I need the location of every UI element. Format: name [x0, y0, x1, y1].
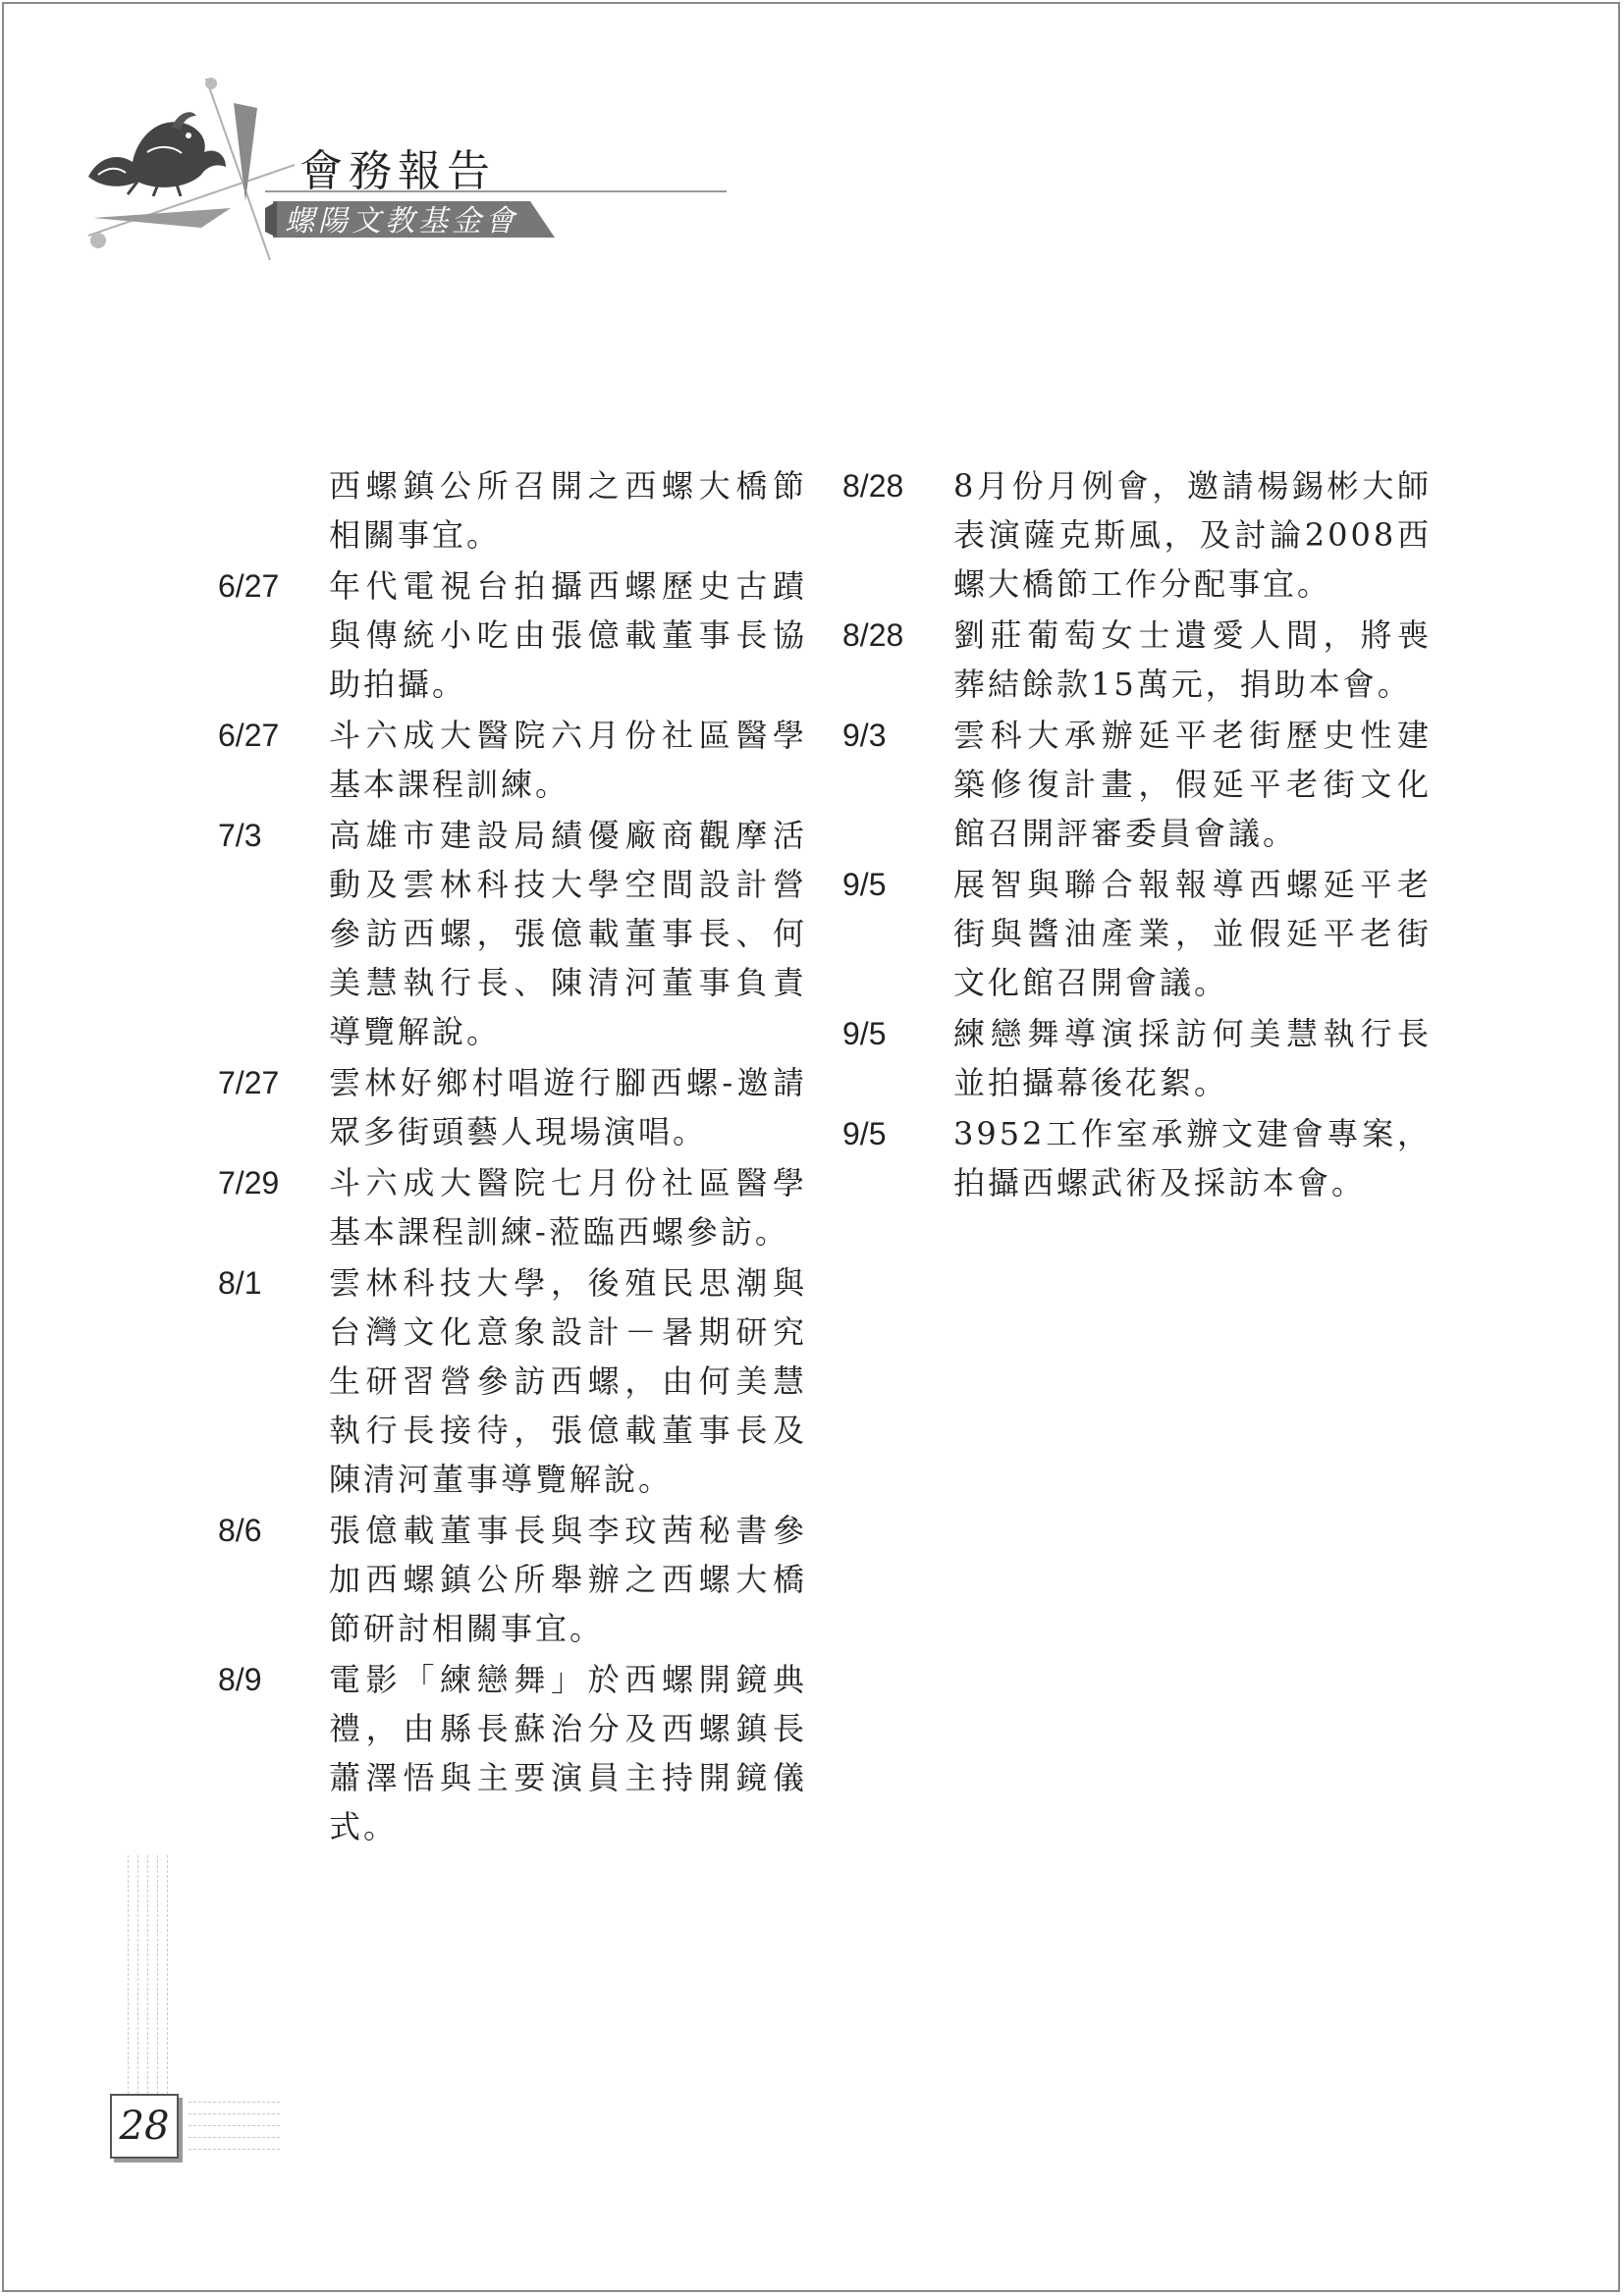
decorative-dotted-strip — [128, 1855, 175, 2101]
entry-text: 西螺鎮公所召開之西螺大橋節相關事宜。 — [329, 467, 807, 554]
decorative-dotted-lines — [187, 2101, 280, 2150]
entry-date: 8/28 — [842, 468, 904, 504]
dragon-emblem-icon — [79, 98, 236, 196]
entry-text: 展智與聯合報報導西螺延平老街與醬油產業，並假延平老街文化館召開會議。 — [953, 866, 1432, 1001]
page-header — [0, 0, 785, 275]
list-item — [842, 461, 1432, 609]
list-item — [218, 1655, 807, 1851]
list-item — [842, 1109, 1432, 1207]
entry-text: 張億載董事長與李玟茜秘書參加西螺鎮公所舉辦之西螺大橋節研討相關事宜。 — [329, 1512, 807, 1647]
page-number-box — [110, 2094, 179, 2159]
entry-date: 8/28 — [842, 617, 904, 653]
entry-text: 雲林科技大學，後殖民思潮與台灣文化意象設計－暑期研究生研習營參訪西螺，由何美慧執行長接待，張億載董事長及陳清河董事導覽解說。 — [329, 1264, 807, 1498]
entry-text: 練戀舞導演採訪何美慧執行長並拍攝幕後花絮。 — [953, 1015, 1432, 1101]
list-item — [842, 611, 1432, 709]
list-item — [218, 811, 807, 1056]
entry-date: 9/5 — [842, 867, 887, 902]
list-item — [218, 561, 807, 709]
list-item — [218, 1058, 807, 1156]
list-item — [218, 1258, 807, 1504]
list-item — [842, 860, 1432, 1007]
header-title: 會務報告 — [299, 146, 496, 196]
entry-text: 斗六成大醫院七月份社區醫學基本課程訓練-蒞臨西螺參訪。 — [329, 1164, 807, 1251]
entry-date: 7/27 — [218, 1065, 280, 1100]
entry-date: 7/3 — [218, 818, 262, 853]
entry-text: 高雄市建設局績優廠商觀摩活動及雲林科技大學空間設計營參訪西螺，張億載董事長、何美慧執行長、陳清河董事負責導覽解說。 — [329, 817, 807, 1050]
entry-date: 8/1 — [218, 1265, 262, 1301]
list-item — [842, 1009, 1432, 1107]
entry-text: 雲科大承辦延平老街歷史性建築修復計畫，假延平老街文化館召開評審委員會議。 — [953, 717, 1432, 852]
entry-date: 6/27 — [218, 568, 280, 604]
list-item — [218, 461, 807, 560]
entry-text: 劉莊葡萄女士遺愛人間，將喪葬結餘款15萬元，捐助本會。 — [953, 616, 1432, 703]
list-item — [218, 1506, 807, 1653]
entry-date: 9/3 — [842, 718, 887, 753]
entry-date: 9/5 — [842, 1116, 887, 1151]
entry-text: 斗六成大醫院六月份社區醫學基本課程訓練。 — [329, 717, 807, 803]
left-column — [218, 461, 807, 1853]
entry-text: 雲林好鄉村唱遊行腳西螺-邀請眾多街頭藝人現場演唱。 — [329, 1064, 807, 1150]
header-subtitle: 螺陽文教基金會 — [285, 204, 518, 239]
entry-date: 7/29 — [218, 1165, 280, 1201]
right-column — [842, 461, 1432, 1209]
list-item — [218, 1158, 807, 1256]
entry-text: 3952工作室承辦文建會專案，拍攝西螺武術及採訪本會。 — [953, 1115, 1432, 1201]
entry-date: 8/9 — [218, 1662, 262, 1697]
entry-date: 8/6 — [218, 1513, 262, 1548]
entry-text: 年代電視台拍攝西螺歷史古蹟與傳統小吃由張億載董事長協助拍攝。 — [329, 567, 807, 703]
list-item — [218, 711, 807, 809]
entry-date: 9/5 — [842, 1016, 887, 1051]
entry-date: 6/27 — [218, 718, 280, 753]
entry-text: 電影「練戀舞」於西螺開鏡典禮，由縣長蘇治分及西螺鎮長蕭澤悟與主要演員主持開鏡儀式。 — [329, 1661, 807, 1845]
entry-text: 8月份月例會，邀請楊錫彬大師表演薩克斯風，及討論2008西螺大橋節工作分配事宜。 — [953, 467, 1432, 603]
list-item — [842, 711, 1432, 858]
page-number: 28 — [119, 2104, 170, 2149]
